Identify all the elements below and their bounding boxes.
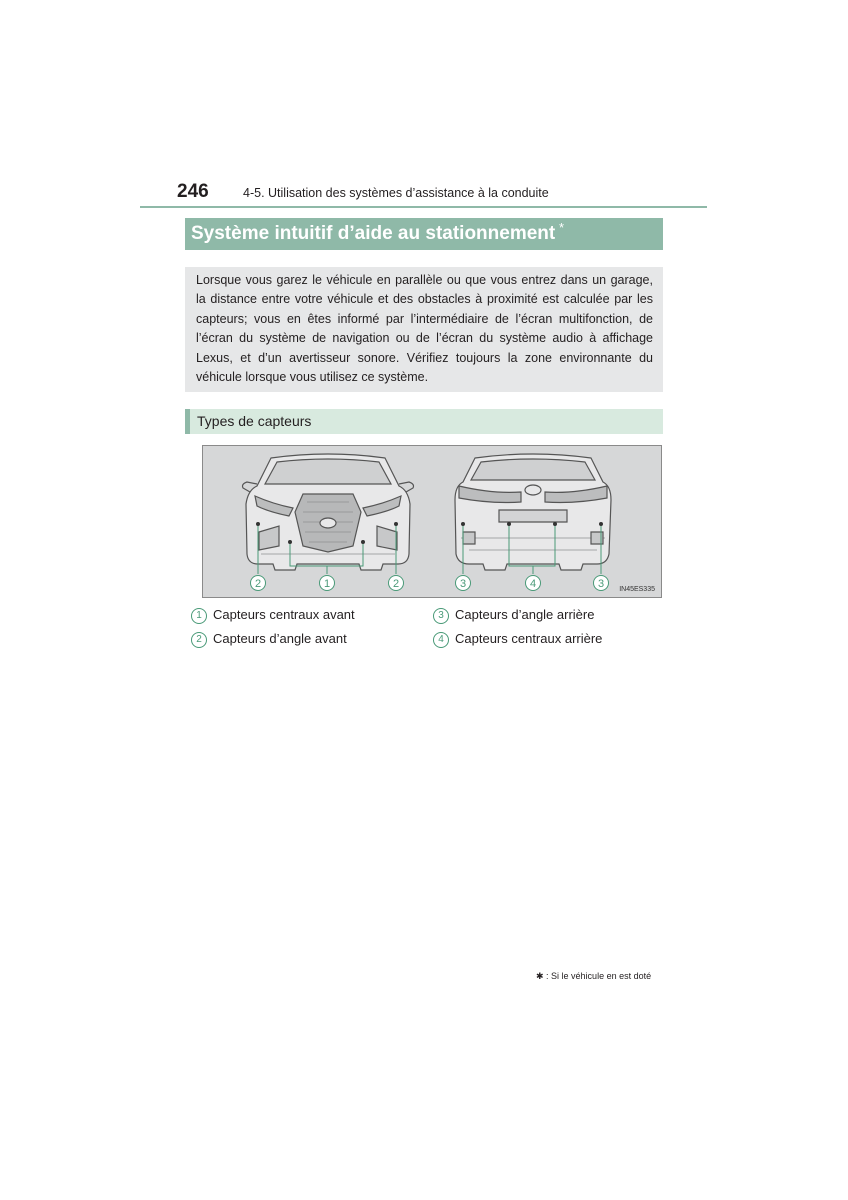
rear-car-icon [455, 454, 611, 570]
front-callouts [251, 576, 404, 591]
legend-number: 3 [433, 608, 449, 624]
intro-text: Lorsque vous garez le véhicule en parallèle ou que vous entrez dans un garage, la distance entre votre véhicule et des obstacles à proximité est calculée par les capteurs; vous en êtes informé par l’intermédiaire de l’écran multifonction, de l’écran du système de navigation ou de l’écran du système audio à affichage Lexus, et d’un avertisseur sonore. Vérifiez toujours la zone environnante du véhicule lorsque vous utilisez ce système. [196, 273, 653, 385]
subsection-header [185, 409, 663, 434]
figure-code: IN45ES335 [619, 586, 655, 593]
title-asterisk: * [559, 220, 565, 235]
page-number: 246 [177, 181, 209, 202]
legend-text: Capteurs d’angle arrière [455, 607, 595, 622]
subsection-accent [185, 409, 190, 434]
rear-callout-3-left: 3 [459, 578, 467, 590]
rear-callout-4: 4 [529, 578, 537, 590]
sensor-figure [202, 445, 662, 598]
page-title: Système intuitif d’aide au stationnement [191, 223, 556, 244]
subsection-title: Types de capteurs [197, 413, 312, 429]
legend-text: Capteurs d’angle avant [213, 631, 347, 646]
front-callout-1: 1 [323, 578, 331, 590]
section-title-bar [185, 218, 663, 250]
front-car-icon [243, 454, 414, 570]
rear-callouts [456, 576, 609, 591]
legend-text: Capteurs centraux avant [213, 607, 355, 622]
page-header [140, 180, 707, 210]
chapter-title: 4-5. Utilisation des systèmes d’assistance à la conduite [243, 186, 549, 200]
footnote: ✱ : Si le véhicule en est doté [536, 971, 652, 981]
legend-number: 4 [433, 632, 449, 648]
header-rule [140, 206, 707, 208]
rear-callout-3-right: 3 [597, 578, 605, 590]
legend-text: Capteurs centraux arrière [455, 631, 603, 646]
legend-number: 2 [191, 632, 207, 648]
front-callout-2-right: 2 [392, 578, 400, 590]
legend-number: 1 [191, 608, 207, 624]
car-illustration [203, 446, 661, 597]
intro-box [185, 267, 663, 392]
front-callout-2-left: 2 [254, 578, 262, 590]
